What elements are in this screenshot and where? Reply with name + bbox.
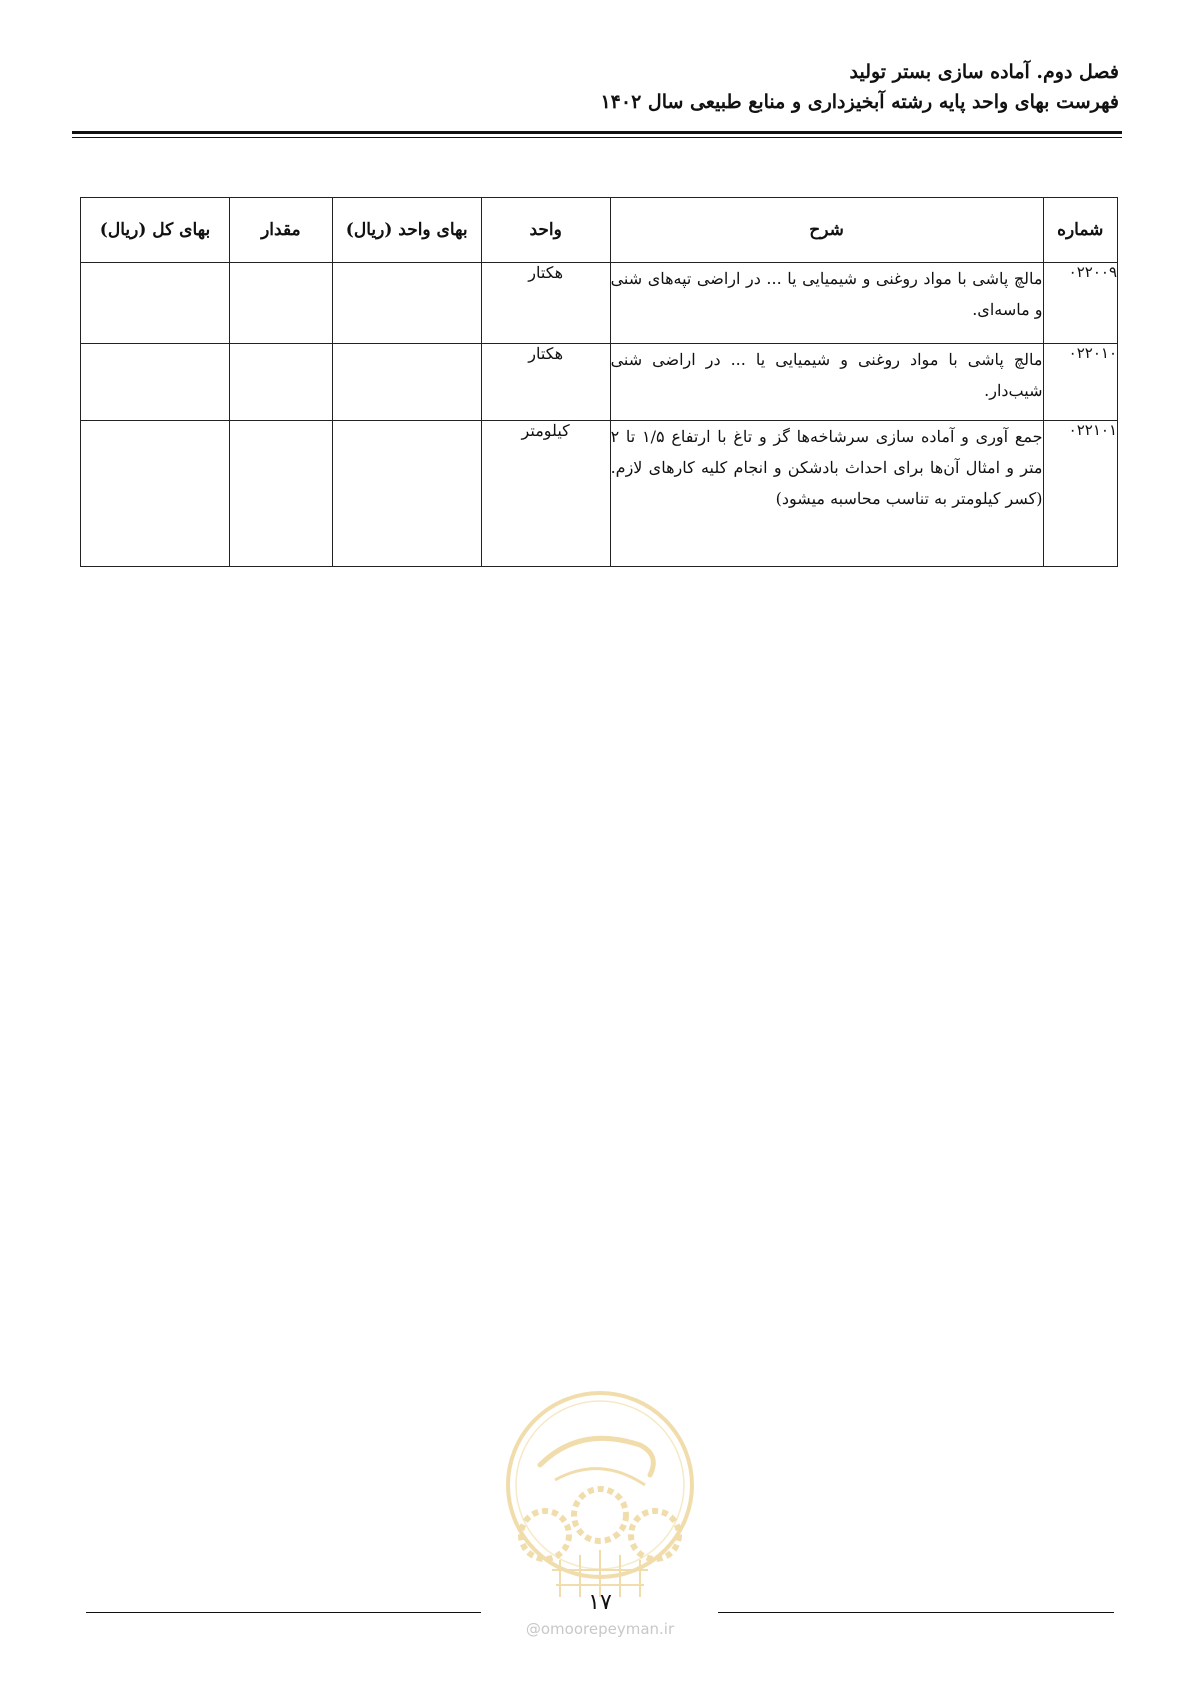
item-number: ۰۲۲۱۰۱ xyxy=(1043,421,1118,567)
column-header-number: شماره xyxy=(1043,198,1118,263)
chapter-title: فصل دوم. آماده سازی بستر تولید xyxy=(849,61,1119,83)
item-unit-price xyxy=(332,344,481,421)
page-number: ۱۷ xyxy=(588,1590,612,1615)
table-row xyxy=(81,421,1118,567)
price-list-table xyxy=(80,197,1118,567)
table-row xyxy=(81,344,1118,421)
header-rule-thin xyxy=(72,137,1122,138)
item-number: ۰۲۲۰۱۰ xyxy=(1043,344,1118,421)
watermark-emblem-icon xyxy=(500,1385,700,1605)
item-total-price xyxy=(81,263,230,344)
table-row xyxy=(81,263,1118,344)
footer-rule-right xyxy=(718,1612,1114,1613)
watermark-logo xyxy=(500,1385,700,1605)
column-header-quantity: مقدار xyxy=(230,198,333,263)
footer-rule-left xyxy=(86,1612,481,1613)
column-header-unit-price: بهای واحد (ریال) xyxy=(332,198,481,263)
item-unit-price xyxy=(332,263,481,344)
page-header xyxy=(69,58,1119,118)
header-rule-thick xyxy=(72,131,1122,134)
watermark-site: @omoorepeyman.ir xyxy=(525,1620,675,1638)
item-quantity xyxy=(230,344,333,421)
item-unit-price xyxy=(332,421,481,567)
item-number: ۰۲۲۰۰۹ xyxy=(1043,263,1118,344)
column-header-total-price: بهای کل (ریال) xyxy=(81,198,230,263)
item-quantity xyxy=(230,263,333,344)
column-header-description: شرح xyxy=(610,198,1043,263)
item-total-price xyxy=(81,421,230,567)
item-unit: کیلومتر xyxy=(481,421,610,567)
column-header-unit: واحد xyxy=(481,198,610,263)
item-unit: هکتار xyxy=(481,263,610,344)
item-quantity xyxy=(230,421,333,567)
item-description: مالچ پاشی با مواد روغنی و شیمیایی یا ... در اراضی شنی شیب‌دار. xyxy=(610,344,1043,421)
table-header-row xyxy=(81,198,1118,263)
item-unit: هکتار xyxy=(481,344,610,421)
item-total-price xyxy=(81,344,230,421)
list-title: فهرست بهای واحد پایه رشته آبخیزداری و منابع طبیعی سال ۱۴۰۲ xyxy=(600,91,1119,113)
item-description: جمع آوری و آماده سازی سرشاخه‌ها گز و تاغ با ارتفاع ۱/۵ تا ۲ متر و امثال آن‌ها برای احداث بادشکن و انجام کلیه کارهای لازم. (کسر کیلومتر به تناسب محاسبه میشود) xyxy=(610,421,1043,567)
item-description: مالچ پاشی با مواد روغنی و شیمیایی یا ... در اراضی تپه‌های شنی و ماسه‌ای. xyxy=(610,263,1043,344)
